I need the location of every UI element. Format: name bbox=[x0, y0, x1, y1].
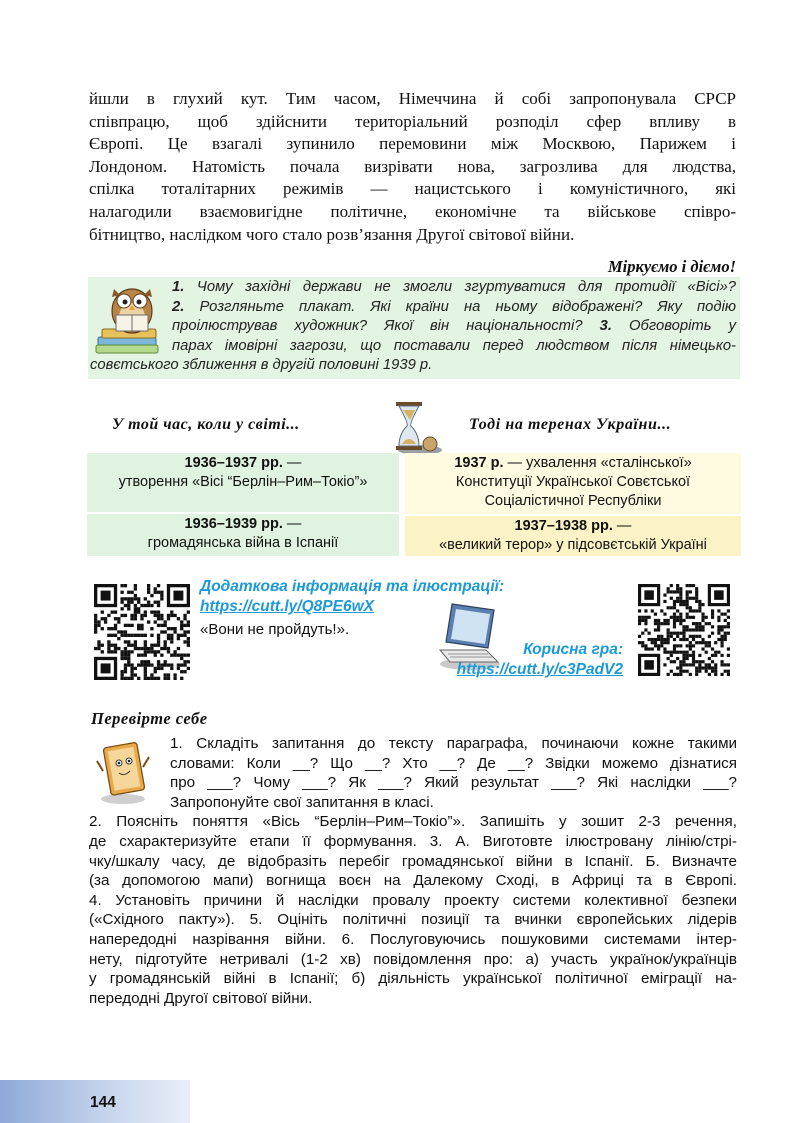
page-number: 144 bbox=[90, 1094, 116, 1111]
ukraine-timeline-title: Тоді на теренах України... bbox=[469, 416, 672, 433]
timeline-date: 1936–1939 рр. bbox=[184, 516, 283, 532]
question-number: 3. bbox=[599, 318, 612, 334]
timeline-event: громадянська війна в Іспанії bbox=[147, 535, 339, 551]
timeline-cell-ukraine-1 bbox=[405, 453, 741, 514]
check-section-title: Перевірте себе bbox=[91, 709, 208, 728]
additional-info-caption: «Вони не пройдуть!». bbox=[200, 621, 350, 638]
question-number: 1. bbox=[172, 279, 185, 295]
think-section-title: Міркуємо і діємо! bbox=[607, 257, 736, 276]
timeline-date: 1936–1937 рр. bbox=[184, 455, 283, 471]
timeline-cell-world-2 bbox=[87, 514, 399, 556]
think-line bbox=[90, 317, 736, 337]
check-line: передодні Другої світової війни. bbox=[89, 989, 313, 1007]
timeline-dash: — bbox=[503, 455, 523, 471]
think-line bbox=[90, 278, 736, 298]
additional-info-label: Додаткова інформація та ілюстрації: bbox=[200, 578, 505, 595]
intro-line: співпрацю, щоб здійснити територіальний розподіл сфер впливу в bbox=[89, 111, 736, 131]
timeline-event: «великий терор» у підсовєтській Україні bbox=[439, 537, 707, 553]
check-line: Запропонуйте свої запитання в класі. bbox=[170, 793, 434, 811]
useful-game-label: Корисна гра: bbox=[523, 641, 623, 658]
check-line: словами: Коли __? Що __? Хто __? Де __? Звідки можемо дізнатися bbox=[170, 754, 737, 772]
qr-code-icon[interactable] bbox=[638, 584, 730, 676]
question-text: Обговоріть у bbox=[611, 318, 736, 334]
timeline-cell-ukraine-2 bbox=[405, 516, 741, 556]
timeline-event: Конституції Української Совєтської bbox=[455, 474, 691, 490]
timeline-event: ухвалення «сталінської» bbox=[526, 455, 692, 471]
qr-code-icon[interactable] bbox=[94, 584, 190, 680]
timeline-cell-world-1 bbox=[87, 453, 399, 512]
check-line: чку/шкалу часу, де відобразіть перебіг громадянської війни в Іспанії. Б. Визначте bbox=[89, 852, 737, 870]
timeline-date: 1937 р. bbox=[454, 455, 504, 471]
timeline-dash: — bbox=[282, 455, 302, 471]
think-questions bbox=[90, 278, 736, 376]
timeline-dash: — bbox=[612, 518, 632, 534]
question-text: проілюстрував художник? Якої він національності? bbox=[172, 318, 600, 334]
timeline-event: Соціалістичної Республіки bbox=[484, 493, 662, 509]
check-line: («Східного пакту»). 5. Оцініть політичні позиції та вчинки європейських лідерів bbox=[89, 911, 737, 929]
check-line: 1. Складіть запитання до тексту параграфа, починаючи кожне такими bbox=[170, 735, 737, 752]
intro-line: спілка тоталітарних режимів — нацистського і комуністичного, які bbox=[89, 179, 736, 199]
check-line: нету, підготуйте нетривалі (1-2 хв) повідомлення про: а) участь українок/українців bbox=[89, 950, 737, 968]
intro-line: йшли в глухий кут. Тим часом, Німеччина й собі запропонувала СРСР bbox=[89, 89, 736, 108]
intro-line: Лондоном. Натомість почала визрівати нова, загрозлива для людства, bbox=[89, 156, 736, 176]
check-line: (за допомогою мапи) вогнища воєн на Далекому Сході, в Африці та в Європі. bbox=[89, 872, 737, 890]
world-timeline-title: У той час, коли у світі... bbox=[112, 416, 300, 433]
check-questions bbox=[89, 734, 737, 1008]
hourglass-icon bbox=[384, 400, 444, 456]
timeline-dash: — bbox=[282, 516, 302, 532]
intro-line: Європі. Це взагалі зупинило перемовини між Москвою, Парижем і bbox=[89, 134, 736, 154]
timeline-event: утворення «Вісі “Берлін–Рим–Токіо”» bbox=[118, 474, 368, 490]
check-line: де схарактеризуйте етапи її формування. 3. А. Виготовте ілюстровану лінію/стрі- bbox=[89, 832, 737, 850]
intro-line: налагодили взаємовигідне політичне, економічне та військове співро- bbox=[89, 201, 736, 221]
intro-line: бітництво, наслідком чого стало розв’язання Другої світової війни. bbox=[89, 224, 575, 244]
question-text: Чому західні держави не змогли згуртуватися для протидії «Вісі»? bbox=[184, 279, 736, 295]
question-number: 2. bbox=[172, 298, 185, 315]
question-text: Розгляньте плакат. Які країни на ньому відображені? Яку подію bbox=[184, 298, 736, 315]
timeline-date: 1937–1938 рр. bbox=[514, 518, 613, 534]
think-line bbox=[90, 298, 736, 318]
intro-paragraph bbox=[89, 88, 736, 246]
think-line: совєтського зближення в другій половині 1939 р. bbox=[90, 357, 433, 373]
check-line: про ___? Чому ___? Як ___? Який результат ___? Які наслідки ___? bbox=[170, 774, 737, 792]
useful-game-link[interactable]: https://cutt.ly/c3PadV2 bbox=[456, 661, 623, 678]
check-line: 4. Установіть причини й наслідки провалу проекту системи колективної безпеки bbox=[89, 891, 737, 909]
additional-info-link[interactable]: https://cutt.ly/Q8PE6wX bbox=[200, 598, 374, 615]
check-line: у громадянській війні в Іспанії; б) діяльність української політичної еміграції на- bbox=[89, 970, 737, 988]
check-line: напередодні назрівання війни. 6. Послуговуючись пошуковими системами інтер- bbox=[89, 930, 737, 948]
check-line: 2. Поясніть поняття «Вісь “Берлін–Рим–Токіо”». Запишіть у зошит 2-3 речення, bbox=[89, 813, 737, 831]
think-line: парах імовірні загрози, що поставали перед людством після німецько- bbox=[172, 337, 736, 354]
